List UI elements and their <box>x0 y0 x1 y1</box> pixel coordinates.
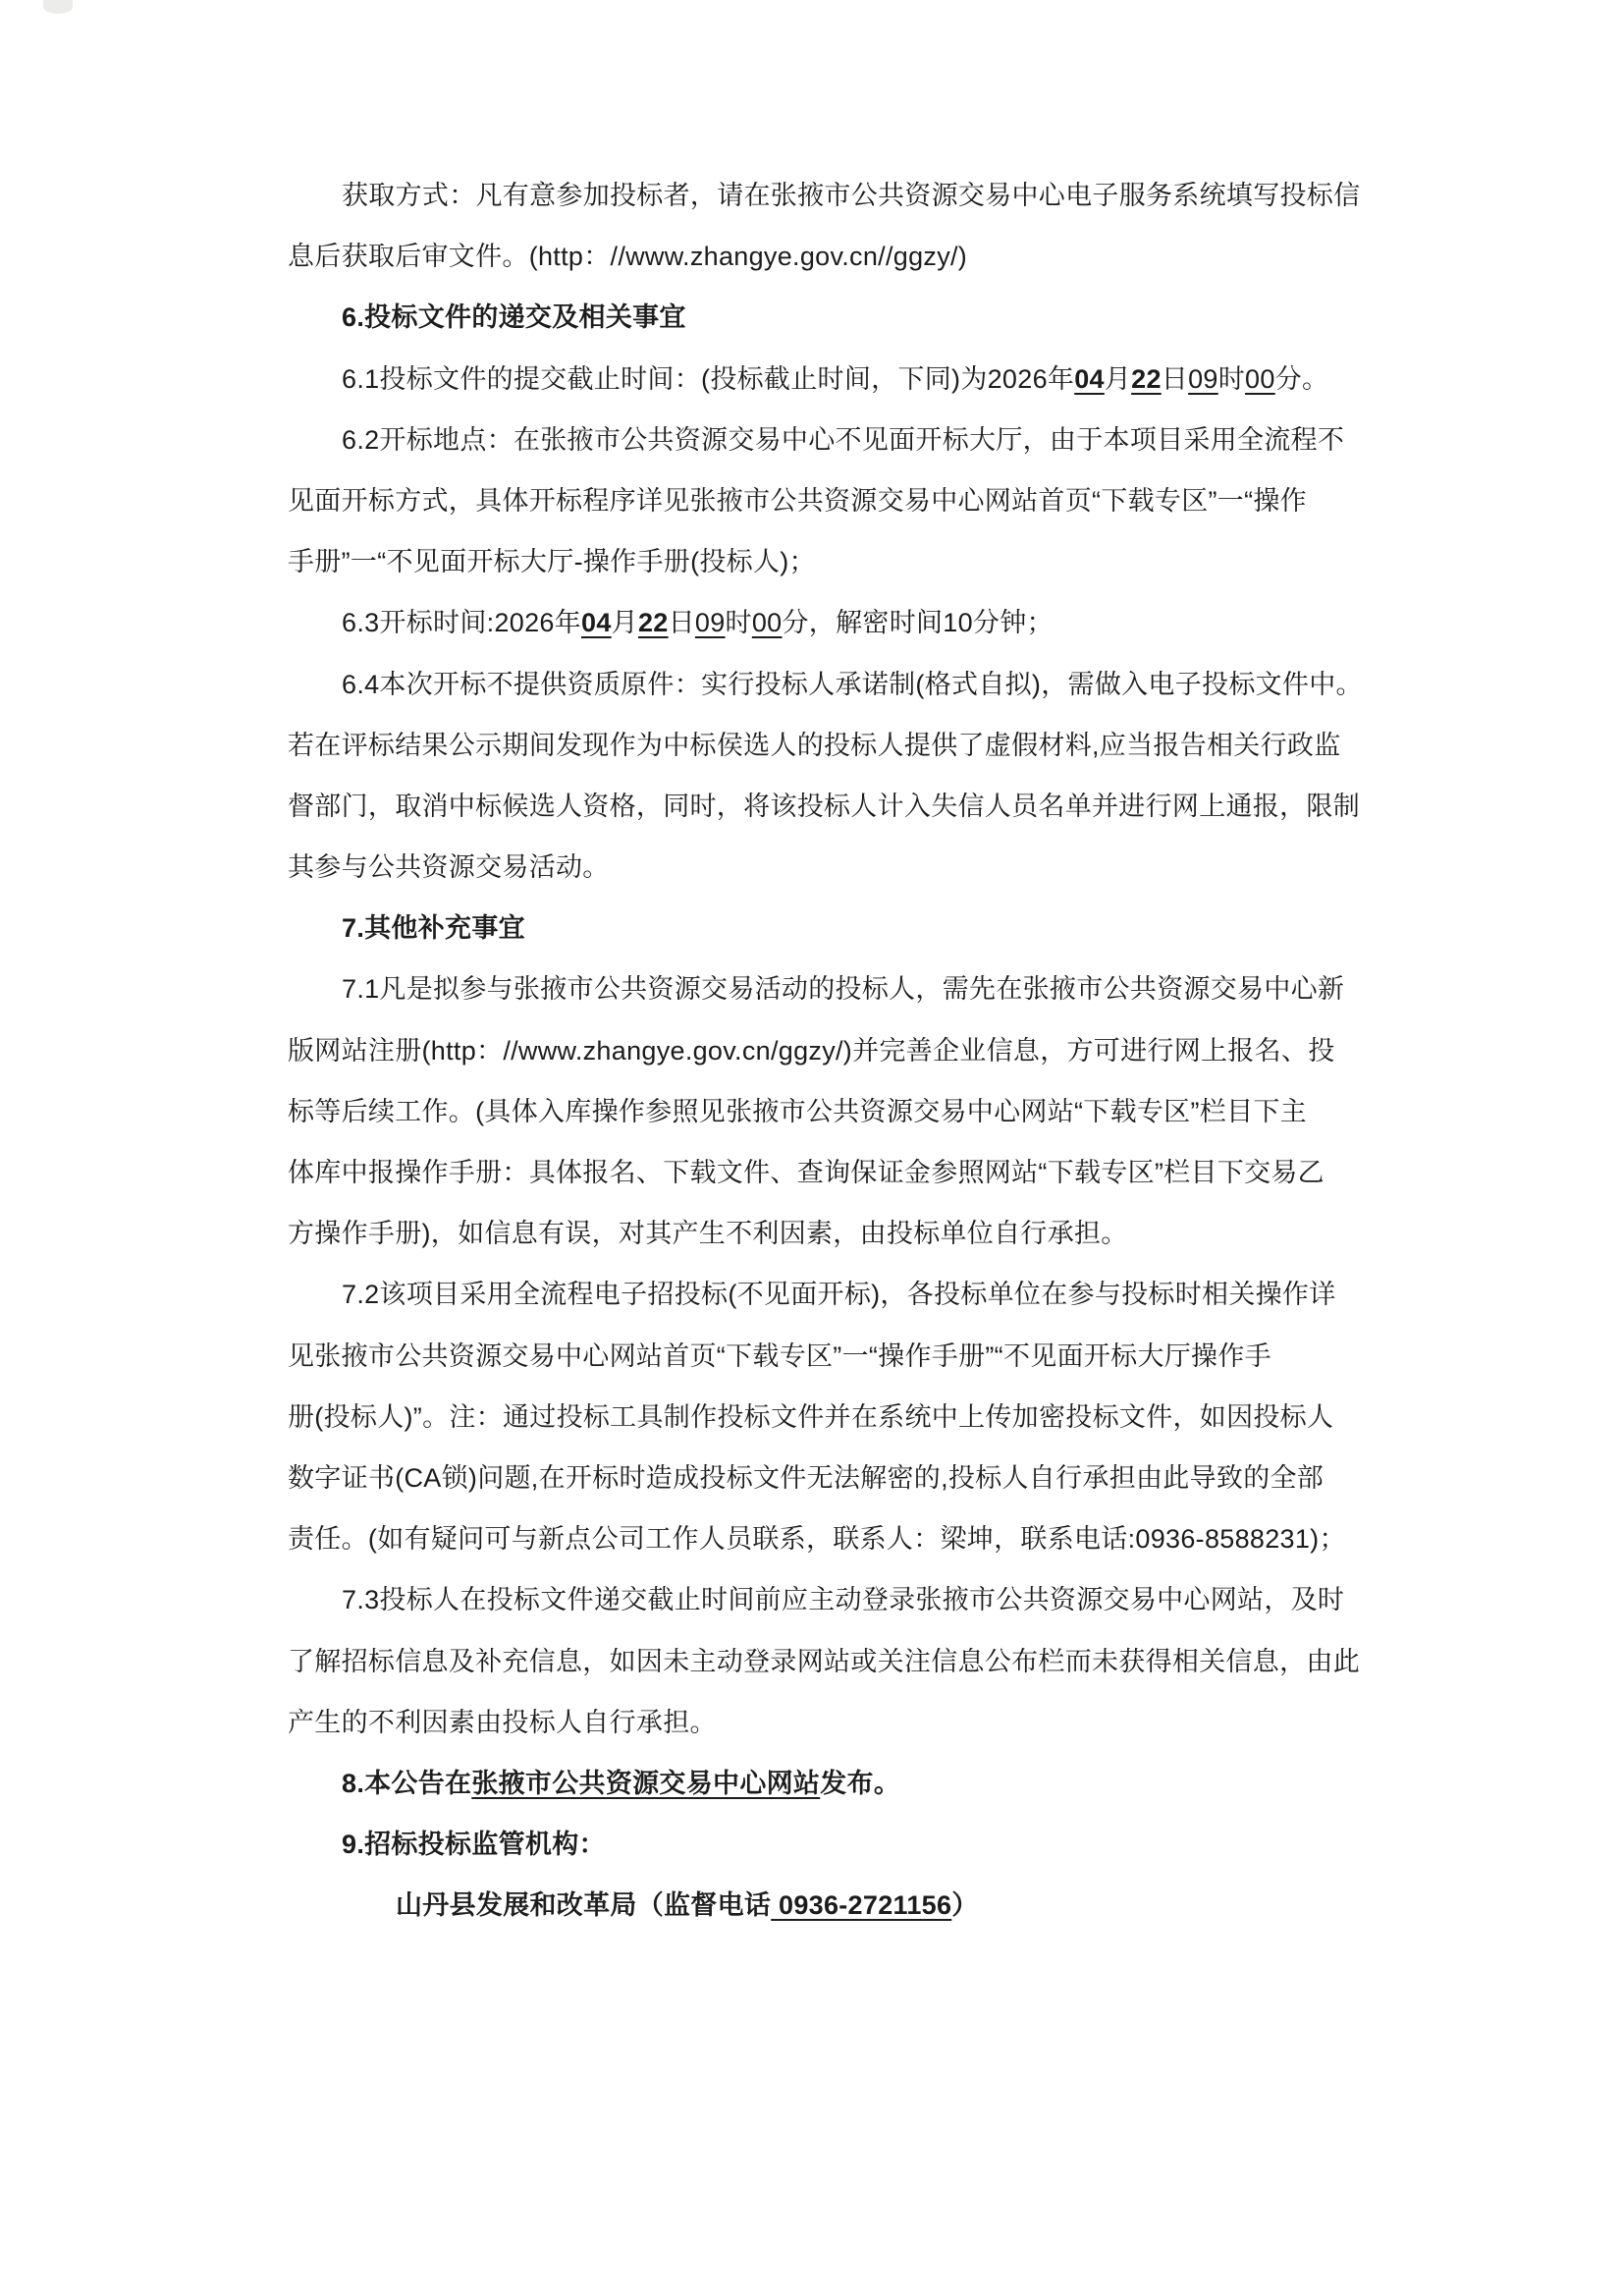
text-run: 日 <box>668 608 695 638</box>
text-line <box>288 654 1368 715</box>
text-line <box>288 776 1368 837</box>
text-run: 手册”一“不见面开标大厅-操作手册(投标人)； <box>288 547 816 577</box>
underlined-text: 09 <box>694 608 726 638</box>
text-run: 版网站注册(http：//www.zhangye.gov.cn/ggzy/)并完善企业信息，方可进行网上报名、投 <box>288 1035 1335 1066</box>
text-line <box>288 592 1368 653</box>
underlined-text: 04 <box>581 608 612 638</box>
text-run: 责任。(如有疑问可与新点公司工作人员联系，联系人：梁坤，联系电话:0936-8588231)； <box>288 1524 1346 1555</box>
text-run: 标等后续工作。(具体入库操作参照见张掖市公共资源交易中心网站“下载专区”栏目下主 <box>288 1096 1307 1126</box>
text-run: 山丹县发展和改革局（监督电话 <box>396 1890 772 1921</box>
text-run: 月 <box>1104 363 1132 394</box>
text-line <box>288 1326 1368 1387</box>
text-line <box>288 226 1368 287</box>
text-run: 时 <box>725 608 752 638</box>
text-run: 了解招标信息及补充信息，如因未主动登录网站或关注信息公布栏而未获得相关信息，由此 <box>288 1646 1360 1676</box>
text-line <box>288 1875 1368 1936</box>
underlined-text: 22 <box>1131 363 1162 394</box>
text-line <box>288 349 1368 410</box>
text-line <box>288 898 1368 958</box>
text-line <box>288 1264 1368 1325</box>
text-run: 见面开标方式，具体开标程序详见张掖市公共资源交易中心网站首页“下载专区”一“操作 <box>288 485 1307 516</box>
text-run: 见张掖市公共资源交易中心网站首页“下载专区”一“操作手册”“不见面开标大厅操作手 <box>288 1340 1271 1371</box>
text-run: 分，解密时间10分钟； <box>782 608 1054 638</box>
underlined-text: 00 <box>751 608 783 638</box>
text-run: 7.其他补充事宜 <box>342 913 525 944</box>
text-line <box>288 531 1368 592</box>
text-run: 时 <box>1217 363 1246 394</box>
text-run: 6.4本次开标不提供资质原件：实行投标人承诺制(格式自拟)，需做入电子投标文件中。 <box>342 669 1363 699</box>
text-run: 6.投标文件的递交及相关事宜 <box>342 302 686 333</box>
underlined-text: 04 <box>1074 363 1105 394</box>
text-line <box>288 165 1368 226</box>
text-run: 6.3开标时间:2026年 <box>342 608 581 638</box>
text-line <box>288 470 1368 531</box>
text-run: 月 <box>611 608 638 638</box>
scan-smudge <box>43 0 73 14</box>
text-run: 日 <box>1161 363 1189 394</box>
text-run: 其参与公共资源交易活动。 <box>288 852 610 883</box>
underlined-text: 00 <box>1245 363 1275 394</box>
text-line <box>288 1081 1368 1142</box>
text-run: ） <box>951 1890 979 1921</box>
text-line <box>288 715 1368 776</box>
underlined-text: 22 <box>637 608 669 638</box>
text-run: 产生的不利因素由投标人自行承担。 <box>288 1707 717 1737</box>
text-run: 7.1凡是拟参与张掖市公共资源交易活动的投标人，需先在张掖市公共资源交易中心新 <box>342 974 1345 1005</box>
underlined-text: 张掖市公共资源交易中心网站 <box>471 1768 821 1798</box>
text-line <box>288 410 1368 470</box>
text-line <box>288 837 1368 898</box>
text-run: 9.招标投标监管机构： <box>342 1830 606 1860</box>
text-line <box>288 1753 1368 1814</box>
text-run: 督部门，取消中标候选人资格，同时，将该投标人计入失信人员名单并进行网上通报，限制 <box>288 791 1360 821</box>
text-line <box>288 1814 1368 1875</box>
text-run: 6.1投标文件的提交截止时间：(投标截止时间，下同)为2026年 <box>342 363 1075 394</box>
text-run: 数字证书(CA锁)问题,在开标时造成投标文件无法解密的,投标人自行承担由此导致的全部 <box>288 1462 1325 1493</box>
document-body <box>288 165 1368 1936</box>
text-line <box>288 958 1368 1019</box>
text-run: 体库中报操作手册：具体报名、下载文件、查询保证金参照网站“下载专区”栏目下交易乙 <box>288 1158 1325 1187</box>
text-run: 7.3投标人在投标文件递交截止时间前应主动登录张掖市公共资源交易中心网站，及时 <box>342 1585 1345 1615</box>
text-line <box>288 1692 1368 1753</box>
text-run: 发布。 <box>820 1768 901 1798</box>
text-line <box>288 1203 1368 1264</box>
text-line <box>288 1448 1368 1508</box>
text-run: 6.2开标地点：在张掖市公共资源交易中心不见面开标大厅，由于本项目采用全流程不 <box>342 424 1345 455</box>
text-line <box>288 1020 1368 1081</box>
text-run: 分。 <box>1274 363 1329 394</box>
text-line <box>288 1569 1368 1630</box>
text-line <box>288 1631 1368 1692</box>
text-run: 册(投标人)”。注：通过投标工具制作投标文件并在系统中上传加密投标文件，如因投标人 <box>288 1401 1334 1432</box>
text-run: 7.2该项目采用全流程电子招投标(不见面开标)，各投标单位在参与投标时相关操作详 <box>342 1280 1336 1310</box>
text-run: 方操作手册)，如信息有误，对其产生不利因素，由投标单位自行承担。 <box>288 1219 1128 1249</box>
text-run: 8.本公告在 <box>342 1768 472 1798</box>
text-run: 息后获取后审文件。(http：//www.zhangye.gov.cn//ggzy/) <box>288 242 968 272</box>
text-line <box>288 1387 1368 1448</box>
text-line <box>288 287 1368 348</box>
text-run: 若在评标结果公示期间发现作为中标侯选人的投标人提供了虚假材料,应当报告相关行政监 <box>288 730 1341 760</box>
text-line <box>288 1142 1368 1203</box>
text-line <box>288 1508 1368 1569</box>
underlined-text: 09 <box>1188 363 1218 394</box>
text-run: 获取方式：凡有意参加投标者，请在张掖市公共资源交易中心电子服务系统填写投标信 <box>342 181 1361 210</box>
underlined-text: 0936-2721156 <box>771 1890 952 1921</box>
